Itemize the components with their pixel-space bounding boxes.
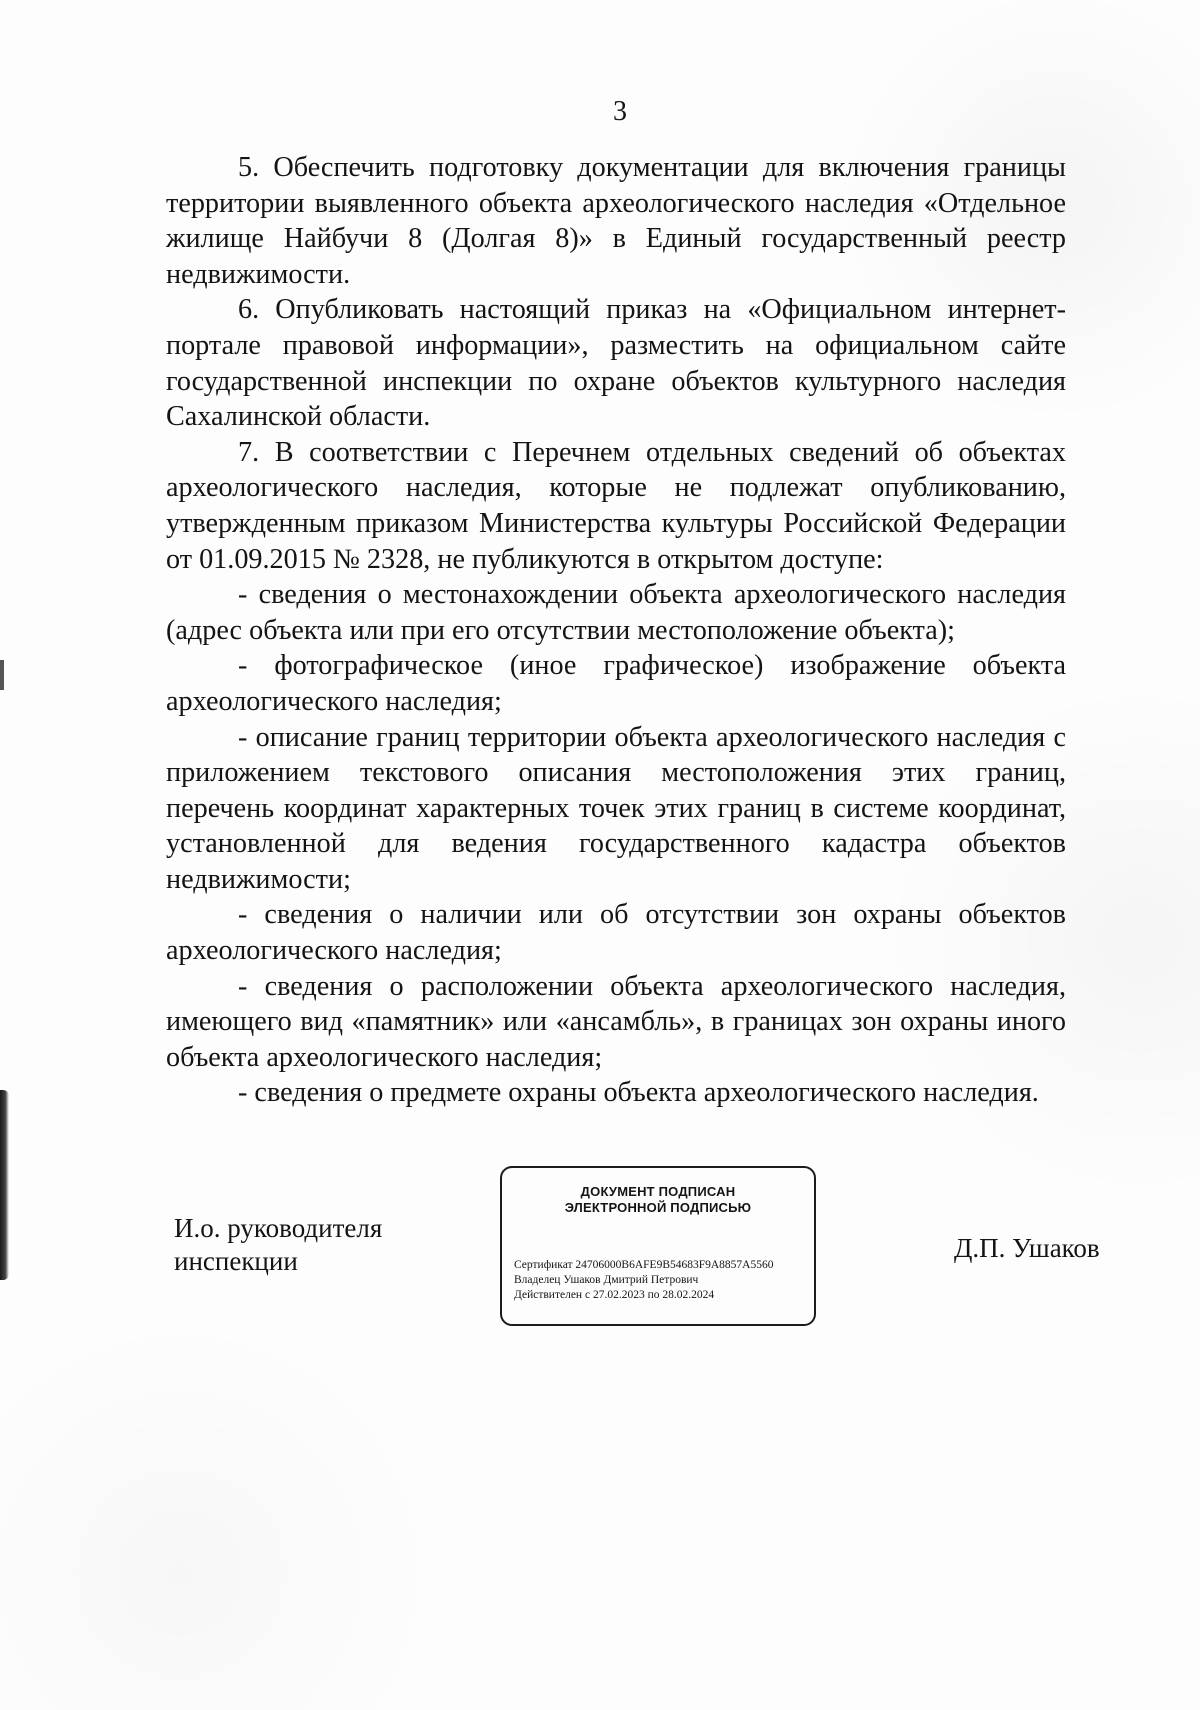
paragraph-6: 6. Опубликовать настоящий приказ на «Официальном интернет-портале правовой информации», разместить на официальном сайте государственной инспекции по охране объектов культурного наследия Сахалинской области. [166,294,1066,433]
signatory-name: Д.П. Ушаков [954,1233,1100,1263]
stamp-details [514,1258,774,1303]
page-number: 3 [613,96,627,127]
stamp-title-line1: ДОКУМЕНТ ПОДПИСАН [580,1184,736,1199]
list-item-photo: - фотографическое (иное графическое) изображение объекта археологического наследия; [166,650,1066,717]
list-item-location: - сведения о местонахождении объекта археологического наследия (адрес объекта или при его отсутствии местоположение объекта); [166,579,1066,646]
document-body [166,150,1066,1111]
signatory-position-line1: И.о. руководителя [174,1213,383,1243]
signatory-position-line2: инспекции [174,1246,298,1276]
stamp-owner: Владелец Ушаков Дмитрий Петрович [514,1274,699,1286]
stamp-certificate: Сертификат 24706000B6AFE9B54683F9A8857A5560 [514,1259,774,1271]
signatory-position [174,1212,382,1278]
stamp-title [502,1184,814,1216]
electronic-signature-stamp [500,1166,816,1326]
paragraph-5: 5. Обеспечить подготовку документации для включения границы территории выявленного объекта археологического наследия «Отдельное жилище Найбучи 8 (Долгая 8)» в Единый государственный реестр недвижимости. [166,152,1066,290]
list-item-boundaries: - описание границ территории объекта археологического наследия с приложением текстового описания местоположения этих границ, перечень координат характерных точек этих границ в системе координат, установленной для ведения государственного кадастра объектов недвижимости; [166,721,1066,895]
stamp-validity: Действителен с 27.02.2023 по 28.02.2024 [514,1289,715,1301]
stamp-title-line2: ЭЛЕКТРОННОЙ ПОДПИСЬЮ [564,1200,752,1215]
list-item-monument-location: - сведения о расположении объекта археологического наследия, имеющего вид «памятник» или «ансамбль», в границах зон охраны иного объекта археологического наследия; [166,970,1066,1073]
scan-edge-mark [0,660,4,690]
scan-edge-shadow [0,1090,9,1280]
list-item-protection-subject: - сведения о предмете охраны объекта археологического наследия. [238,1077,1039,1109]
paragraph-7: 7. В соответствии с Перечнем отдельных сведений об объектах археологического наследия, которые не подлежат опубликованию, утвержденным приказом Министерства культуры Российской Федерации от 01.09.2015 № 2328, не публикуются в открытом доступе: [166,436,1066,575]
list-item-protection-zones: - сведения о наличии или об отсутствии зон охраны объектов археологического наследия; [166,899,1066,967]
